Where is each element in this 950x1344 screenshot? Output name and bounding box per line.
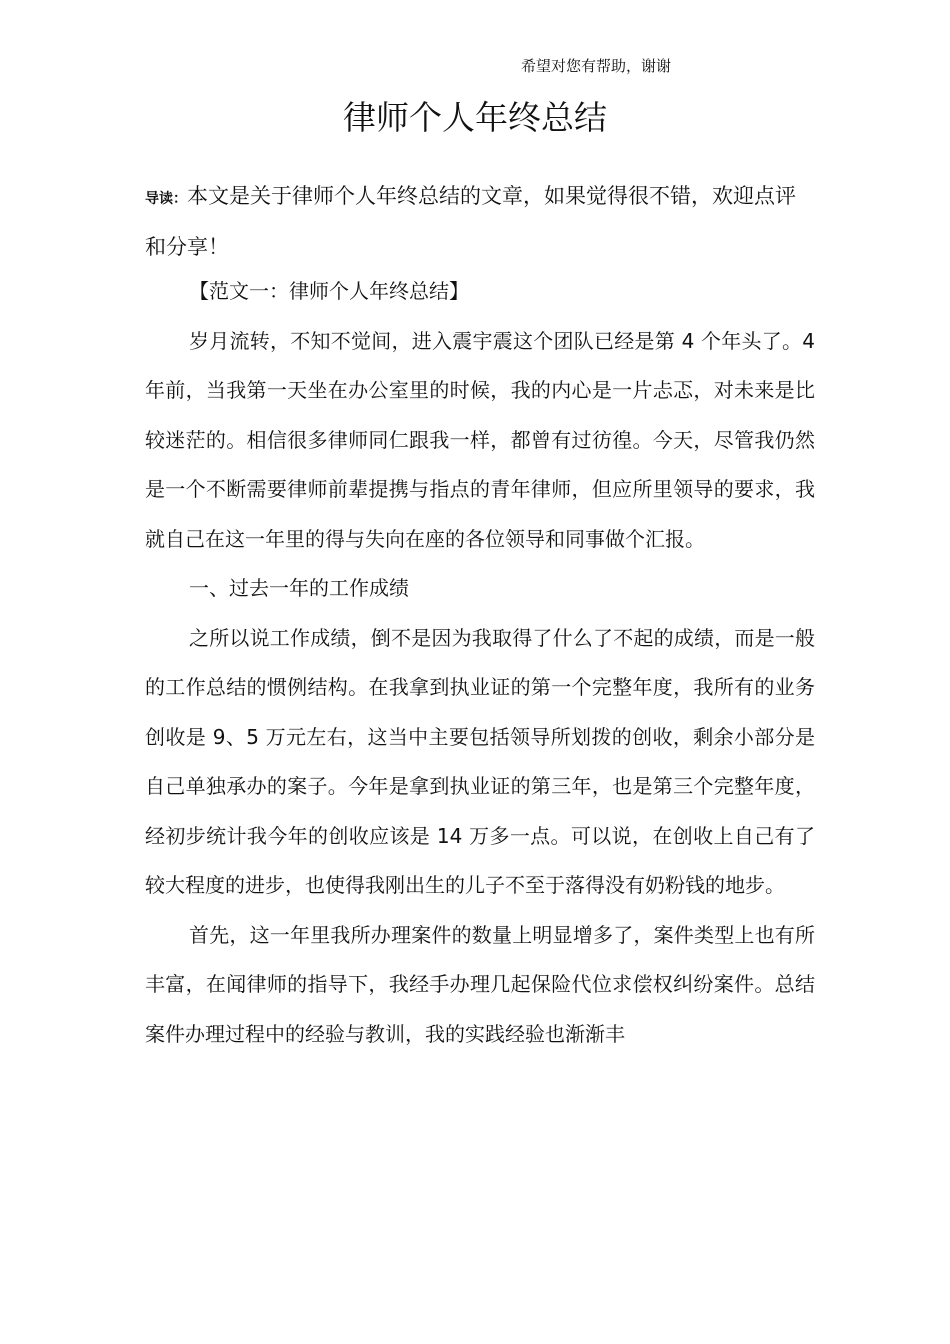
intro-label: 导读：	[145, 191, 187, 207]
body-paragraph: 首先，这一年里我所办理案件的数量上明显增多了，案件类型上也有所丰富，在闻律师的指导下，我经手办理几起保险代位求偿权纠纷案件。总结案件办理过程中的经验与教训，我的实践经验也渐渐丰	[145, 922, 815, 1046]
section-heading-work-results: 一、过去一年的工作成绩	[189, 576, 409, 600]
section-heading-sample-one: 【范文一：律师个人年终总结】	[189, 279, 469, 303]
document-title: 律师个人年终总结	[343, 98, 607, 137]
header-note: 希望对您有帮助，谢谢	[521, 57, 672, 75]
intro-block	[145, 172, 815, 271]
intro-text: 本文是关于律师个人年终总结的文章，如果觉得很不错，欢迎点评和分享！	[145, 184, 796, 259]
document-body	[145, 267, 815, 1059]
body-paragraph: 岁月流转，不知不觉间，进入震宇震这个团队已经是第 4 个年头了。4 年前，当我第一天坐在办公室里的时候，我的内心是一片忐忑，对未来是比较迷茫的。相信很多律师同仁跟我一样，都曾有过彷徨。今天，尽管我仍然是一个不断需要律师前辈提携与指点的青年律师，但应所里领导的要求，我就自己在这一年里的得与失向在座的各位领导和同事做个汇报。	[145, 328, 815, 551]
body-paragraph: 之所以说工作成绩，倒不是因为我取得了什么了不起的成绩，而是一般的工作总结的惯例结构。在我拿到执业证的第一个完整年度，我所有的业务创收是 9、5 万元左右，这当中主要包括领导所划拨的创收，剩余小部分是自己单独承办的案子。今年是拿到执业证的第三年，也是第三个完整年度，经初步统计我今年的创收应该是 14 万多一点。可以说，在创收上自己有了较大程度的进步，也使得我刚出生的儿子不至于落得没有奶粉钱的地步。	[145, 625, 815, 897]
